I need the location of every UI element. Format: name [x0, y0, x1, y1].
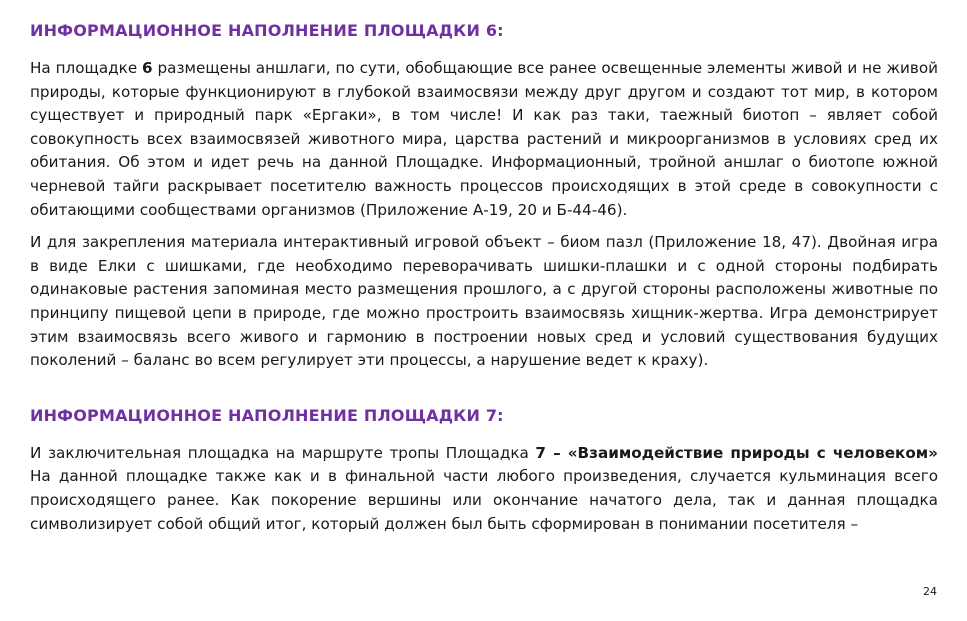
- section-7-p1-text-a: И заключительная площадка на маршруте тропы Площадка: [30, 443, 536, 462]
- document-page: [30, 18, 938, 536]
- section-6-p1-text-b: размещены аншлаги, по сути, обобщающие все ранее освещенные элементы живой и не живой природы, которые функционируют в глубокой взаимосвязи между друг другом и создают тот мир, в котором существует и природный парк «Ергаки», в том числе! И как раз таки, таежный биотоп – являет собой совокупность всех взаимосвязей животного мира, царства растений и микроорганизмов в условиях сред их обитания. Об этом и идет речь на данной Площадке. Информационный, тройной аншлаг о биотопе южной черневой тайги раскрывает посетителю важность процессов происходящих в этой среде в совокупности с обитающими сообществами организмов (Приложение А-19, 20 и Б-44-46).: [30, 59, 938, 219]
- section-6-paragraph-2: И для закрепления материала интерактивный игровой объект – биом пазл (Приложение 18, 47). Двойная игра в виде Елки с шишками, где необходимо переворачивать шишки-плашки и с одной стороны подбирать одинаковые растения запоминая место размещения прошлого, а с другой стороны расположены животные по принципу пищевой цепи в природе, где можно простроить взаимосвязь хищник-жертва. Игра демонстрирует этим взаимосвязь всего живого и гармонию в построении новых сред и условий существования будущих поколений – баланс во всем регулирует эти процессы, а нарушение ведет к краху).: [30, 233, 938, 370]
- section-6-heading: ИНФОРМАЦИОННОЕ НАПОЛНЕНИЕ ПЛОЩАДКИ 6:: [30, 21, 504, 40]
- section-7-p1-text-b: На данной площадке также как и в финальной части любого произведения, случается кульминация всего происходящего ранее. Как покорение вершины или окончание начатого дела, так и данная площадка символизирует собой общий итог, который должен был быть сформирован в понимании посетителя –: [30, 467, 938, 533]
- section-7-heading: ИНФОРМАЦИОННОЕ НАПОЛНЕНИЕ ПЛОЩАДКИ 7:: [30, 405, 504, 425]
- section-6-p1-site-number: 6: [142, 59, 153, 77]
- page-number: 24: [923, 585, 937, 598]
- section-6-paragraph-1: [30, 57, 938, 222]
- section-6-p1-text-a: На площадке: [30, 59, 143, 77]
- section-7-paragraph-1: [30, 442, 938, 536]
- section-7-p1-site-title: 7 – «Взаимодействие природы с человеком»: [535, 443, 938, 462]
